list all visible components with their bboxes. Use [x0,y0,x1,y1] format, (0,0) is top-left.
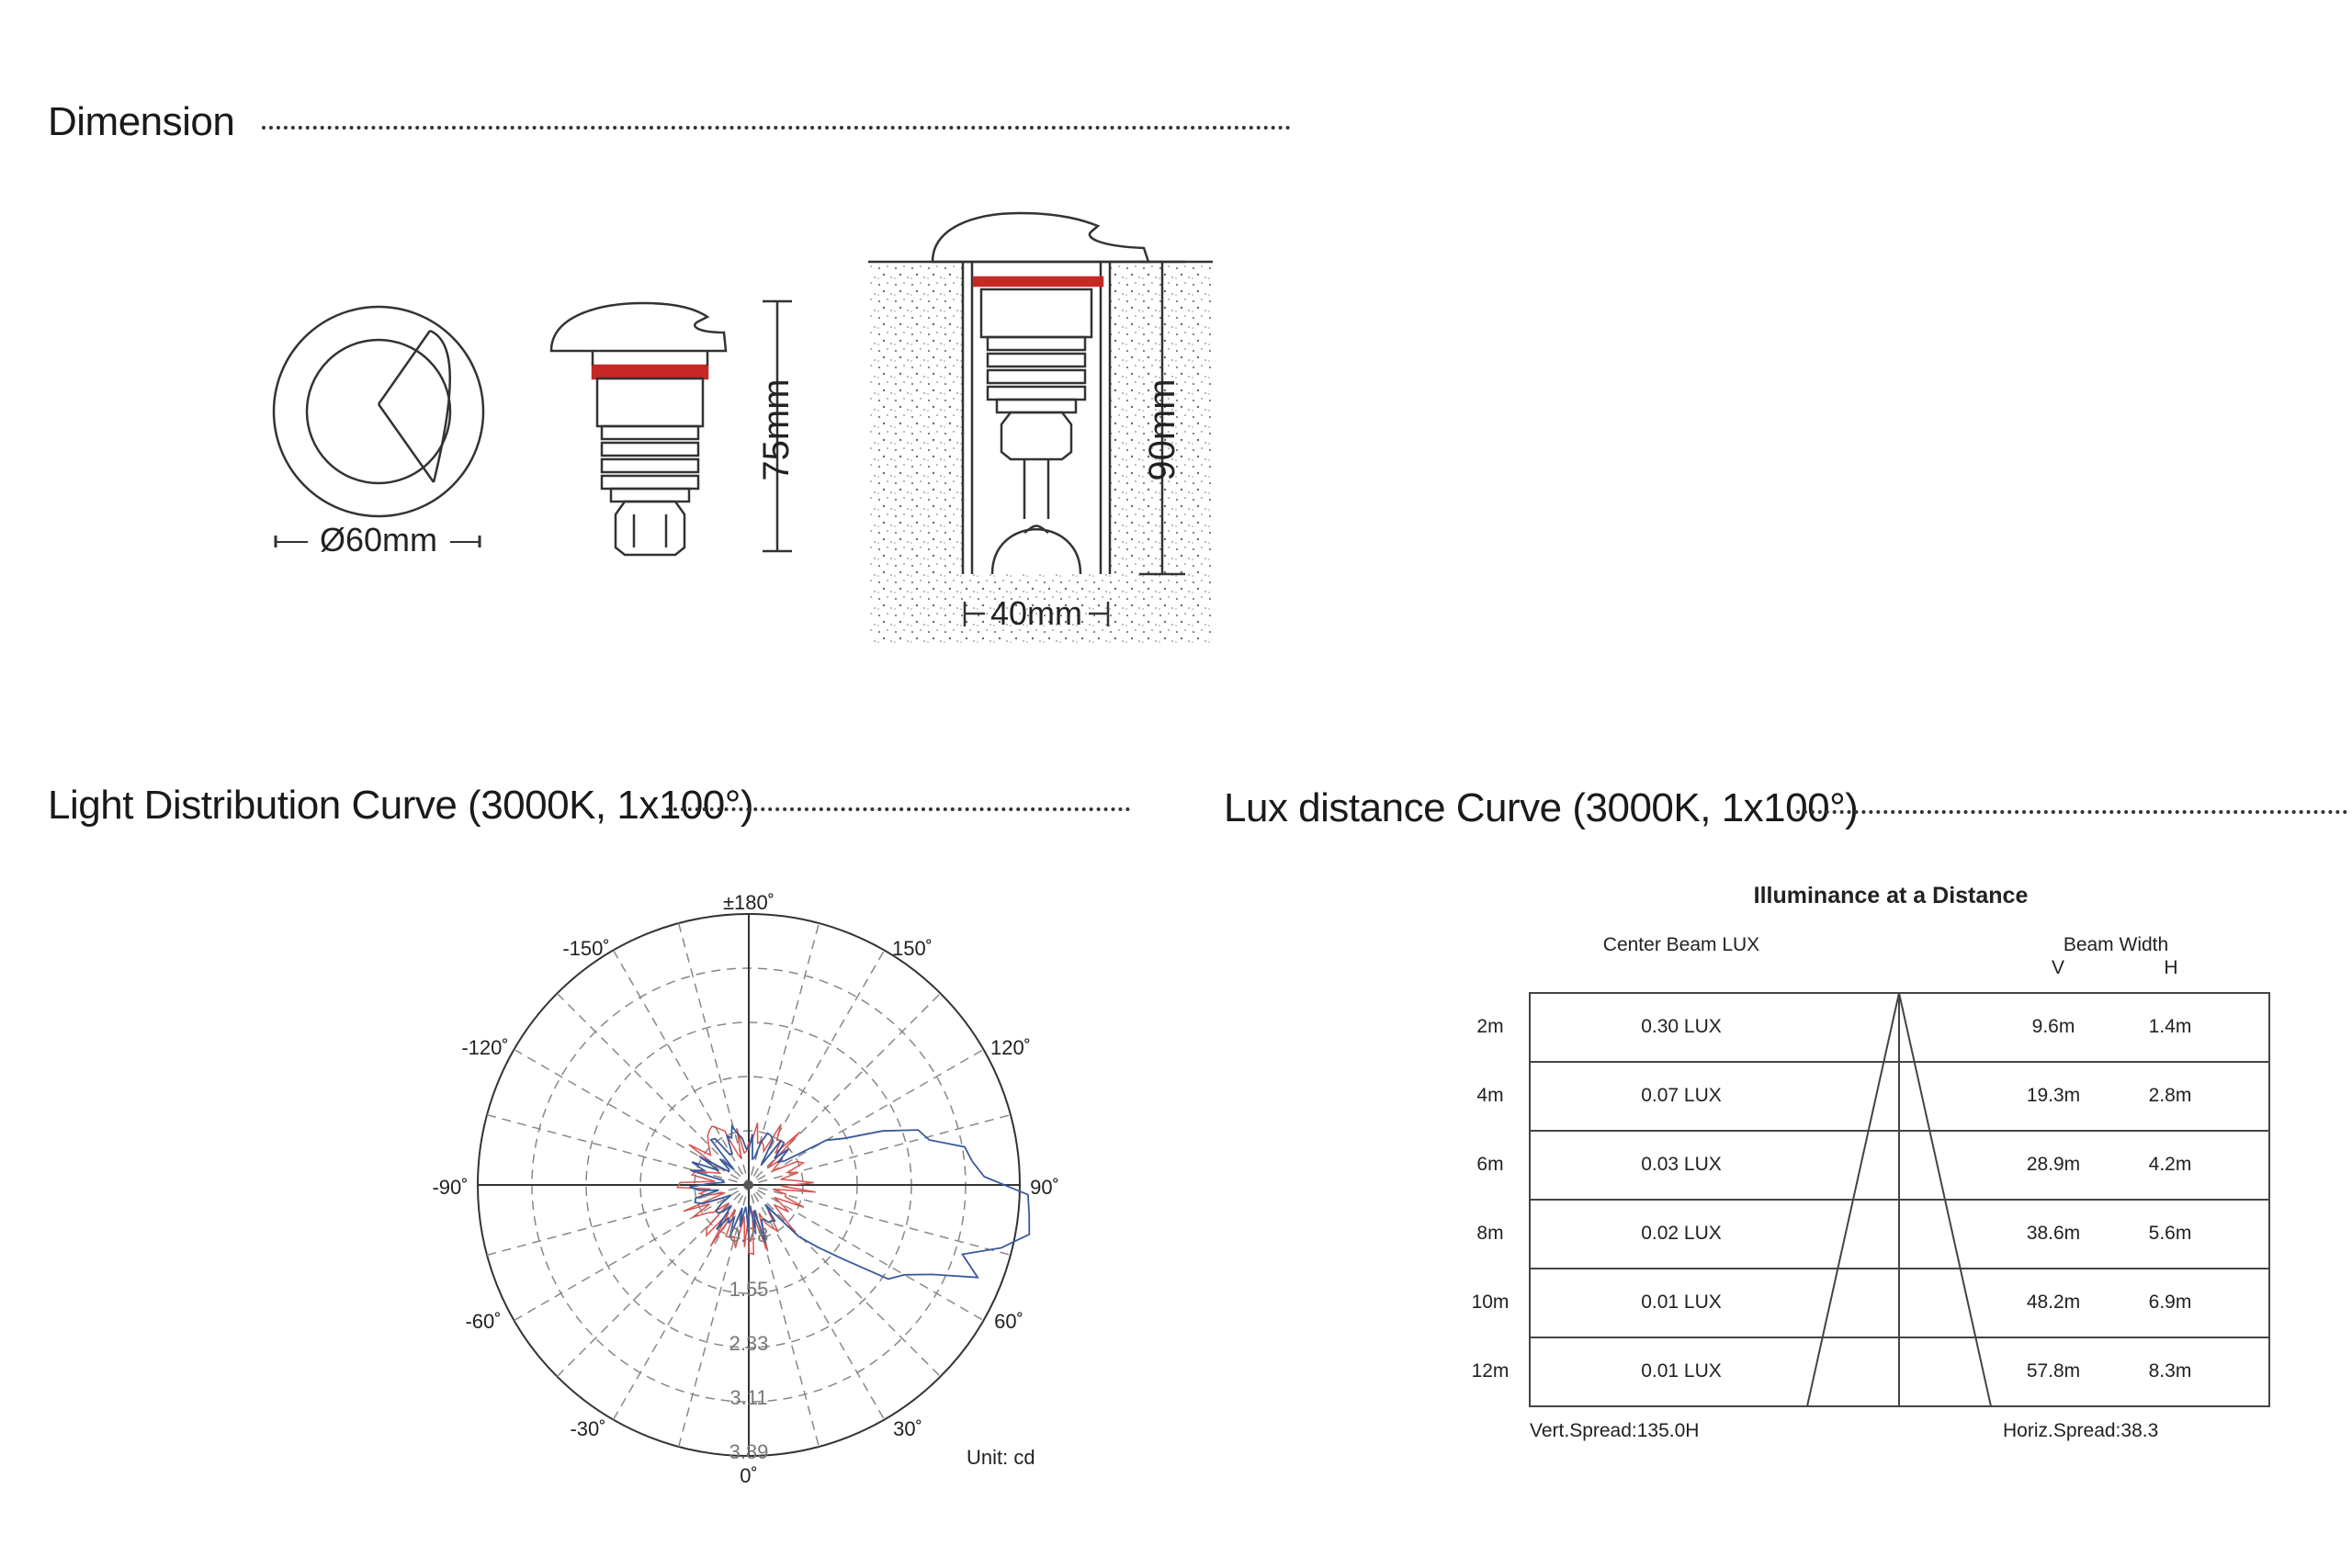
height-label: 75mm [756,378,797,481]
ring-label: 1.55 [729,1278,769,1301]
diameter-label: Ø60mm [319,521,438,558]
lux-curve-heading: Lux distance Curve (3000K, 1x100°) [1224,785,1859,830]
beam-width-header: Beam Width [2063,934,2169,955]
angle-label: 60˚ [994,1310,1023,1333]
angle-label: 150˚ [891,937,933,960]
center-beam-header: Center Beam LUX [1602,934,1760,955]
angle-label: ±180˚ [722,891,775,914]
distance-cell: 4m [1476,1085,1504,1106]
lux-cell: 0.02 LUX [1641,1223,1722,1244]
angle-label: -60˚ [465,1310,502,1333]
table-row [1476,1154,2191,1175]
h-cell: 2.8m [2148,1085,2192,1106]
horiz-spread-label: Horiz.Spread:38.3 [2003,1420,2159,1441]
distance-cell: 12m [1471,1360,1510,1382]
angle-label: -30˚ [570,1417,606,1440]
table-row [1476,1016,2191,1037]
angle-label: 90˚ [1030,1176,1059,1199]
v-cell: 19.3m [2026,1085,2081,1106]
distance-cell: 8m [1476,1223,1504,1244]
dimension-heading: Dimension [48,99,235,144]
table-row [1472,1360,2192,1382]
h-cell: 4.2m [2148,1154,2192,1175]
ring-label: 3.11 [729,1386,768,1409]
v-cell: 28.9m [2026,1154,2081,1175]
light-curve-heading: Light Distribution Curve (3000K, 1x100°) [48,783,754,828]
h-header: H [2164,957,2178,978]
v-cell: 38.6m [2026,1223,2081,1244]
vert-spread-label: Vert.Spread:135.0H [1530,1420,1700,1441]
distance-cell: 6m [1476,1154,1504,1175]
angle-label: 120˚ [989,1036,1032,1059]
depth-label: 90mm [1142,378,1182,481]
distance-cell: 2m [1476,1016,1504,1037]
h-cell: 6.9m [2148,1292,2192,1313]
distance-cell: 10m [1471,1292,1510,1313]
angle-label: -90˚ [432,1176,469,1199]
lux-cell: 0.07 LUX [1641,1085,1722,1106]
lux-cell: 0.03 LUX [1641,1154,1722,1175]
lux-table-title: Illuminance at a Distance [1753,883,2029,908]
v-cell: 57.8m [2026,1360,2081,1382]
lux-cell: 0.01 LUX [1641,1360,1722,1382]
ring-label: 2.33 [729,1332,769,1355]
h-cell: 8.3m [2148,1360,2192,1382]
angle-label: -150˚ [562,937,610,960]
v-cell: 48.2m [2026,1292,2081,1313]
lux-cell: 0.30 LUX [1641,1016,1722,1037]
h-cell: 5.6m [2148,1223,2192,1244]
v-header: V [2051,957,2065,978]
table-row [1476,1223,2191,1244]
lux-cell: 0.01 LUX [1641,1292,1722,1313]
table-row [1476,1085,2191,1106]
angle-label: -120˚ [461,1036,509,1059]
unit-label: Unit: cd [967,1446,1035,1469]
ring-label: 3.89 [729,1440,769,1463]
v-cell: 9.6m [2031,1016,2075,1037]
width-label: 40mm [989,594,1083,632]
h-cell: 1.4m [2148,1016,2192,1037]
angle-label: 30˚ [893,1417,922,1440]
ring-label: 0.78 [729,1224,769,1247]
angle-label: 0˚ [740,1464,758,1487]
